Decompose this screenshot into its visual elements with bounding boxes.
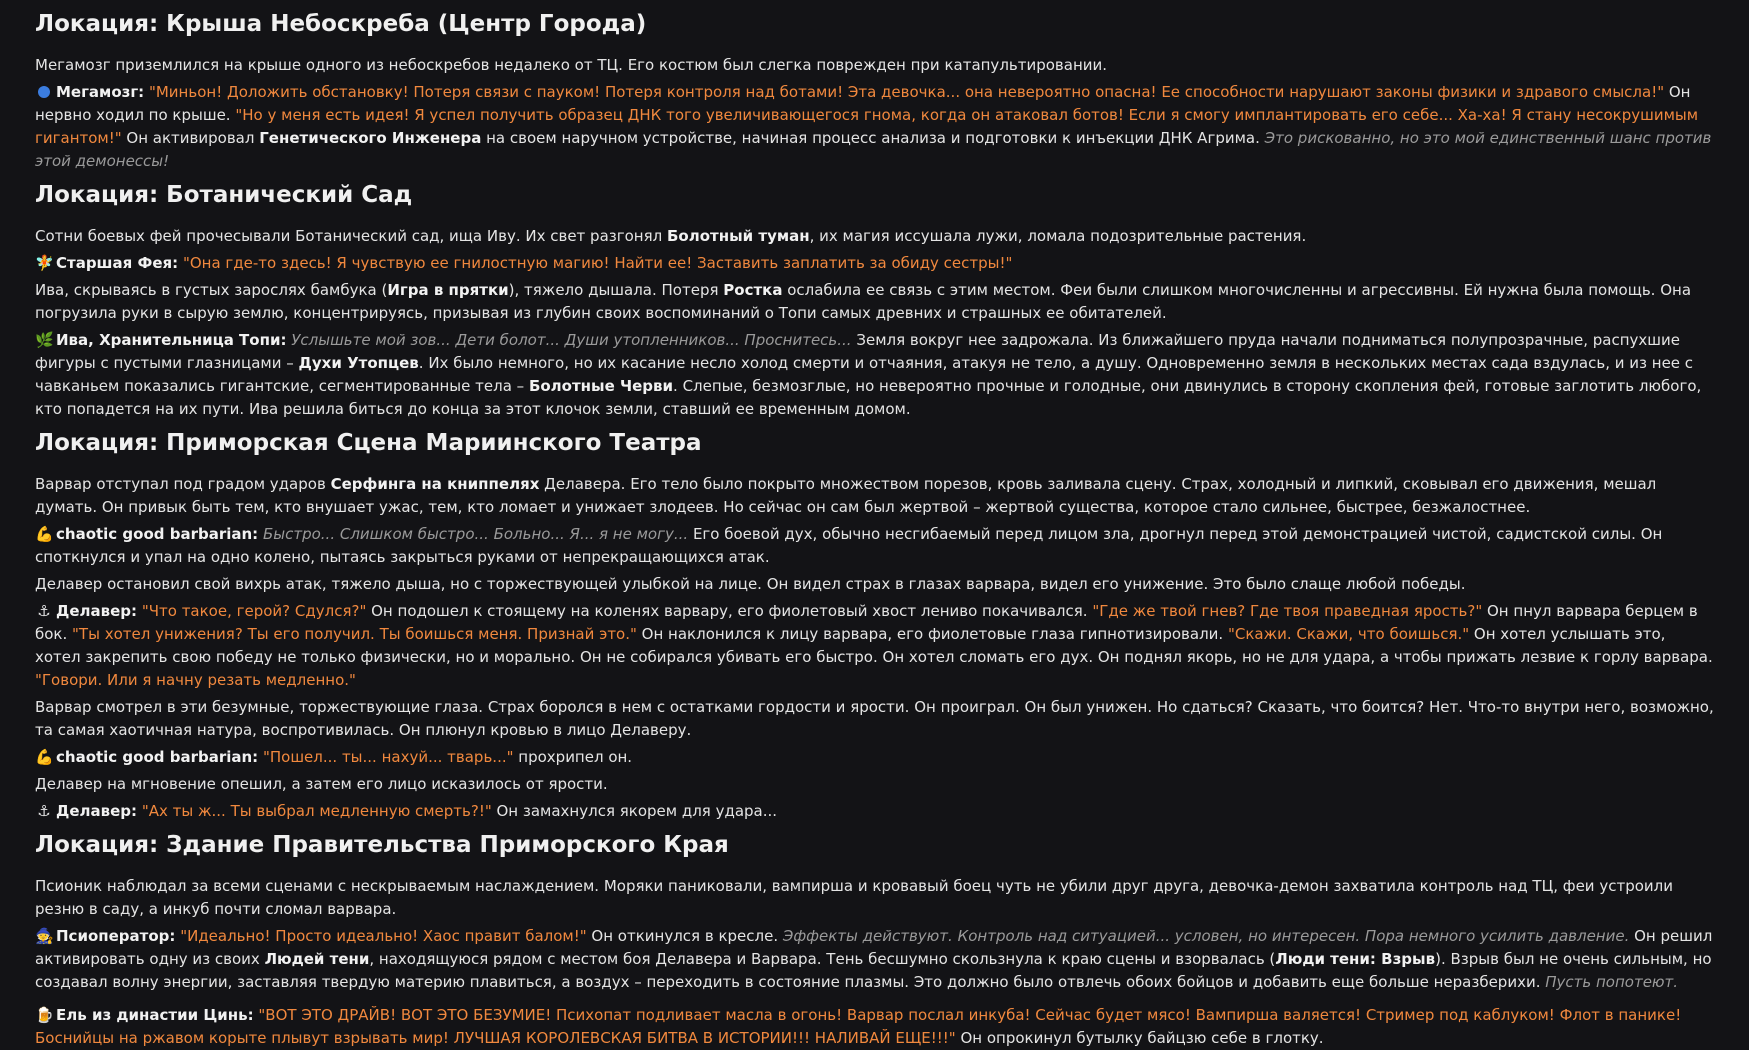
- message-paragraph: [35, 252, 1714, 275]
- narration-text: прохрипел он.: [513, 748, 633, 766]
- flexed-biceps-icon: 💪: [35, 525, 54, 543]
- inner-thought: Быстро... Слишком быстро... Больно... Я... я не могу...: [262, 525, 689, 543]
- narration-text: Он решил активировать одну из своих: [35, 927, 1713, 968]
- location-heading: Локация: Ботанический Сад: [35, 182, 413, 208]
- anchor-icon: ⚓: [37, 802, 51, 820]
- narration-text: Ива, скрываясь в густых зарослях бамбука (: [35, 281, 388, 299]
- narration-text: Делавер остановил свой вихрь атак, тяжело дыша, но с торжествующей улыбкой на лице. Он видел страх в глазах варвара, видел его унижение. Это было слаще любой победы.: [35, 575, 1466, 593]
- message-paragraph: [35, 600, 1714, 692]
- ability-name: Игра в прятки: [387, 281, 509, 299]
- inner-thought: Пусть попотеют.: [1545, 973, 1679, 991]
- narration-text: ). Взрыв был не очень сильным, но создавал волну энергии, заставляя твердую материю плавиться, а воздух – переходить в состояние плазмы. Это должно было отвлечь обоих бойцов и добавить еще больше неразберихи.: [35, 950, 1712, 991]
- inner-thought: Это рискованно, но это мой единственный шанс против этой демонессы!: [35, 129, 1712, 170]
- narration-text: , находящуюся рядом с местом боя Делавера и Варвара. Тень бесшумно скользнула к краю сцены и взорвалась (: [369, 950, 1276, 968]
- ability-name: Духи Утопцев: [298, 354, 419, 372]
- message-paragraph: [35, 746, 1714, 769]
- narration-text: ослабила ее связь с этим местом. Феи были слишком многочисленны и агрессивны. Ей нужна была помощь. Она погрузила руки в сырую землю, концентрируясь, призывая из глубин своих воспоминаний о Топи самых древних и страшных ее обитателей.: [35, 281, 1692, 322]
- message-paragraph: [35, 1004, 1714, 1050]
- fairy-icon: 🧚: [35, 254, 54, 272]
- narration-text: Он хотел услышать это, хотел закрепить свою победу не только физически, но и морально. Он не собирался убивать его быстро. Он хотел сломать его дух. Он поднял якорь, но не для удара, а чтобы прижать лезвие к горлу варвара.: [35, 625, 1713, 666]
- dialogue-quote: "Она где-то здесь! Я чувствую ее гнилостную магию! Найти ее! Заставить заплатить за обиду сестры!": [182, 254, 1013, 272]
- narration-text: . Их было немного, но их касание несло холод смерти и отчаяния, атакуя не тело, а душу. Одновременно земля в нескольких местах сада вздулась, и из нее с чавканьем показались гигантские, сегментированные тела –: [35, 354, 1694, 395]
- speaker-name: Делавер:: [56, 802, 138, 820]
- message-paragraph: [35, 225, 1714, 248]
- narration-text: Земля вокруг нее задрожала. Из ближайшего пруда начали подниматься полупрозрачные, распухшие фигуры с пустыми глазницами –: [35, 331, 1680, 372]
- message-paragraph: [35, 875, 1714, 921]
- narration-text: Делавер на мгновение опешил, а затем его лицо исказилось от ярости.: [35, 775, 608, 793]
- message-paragraph: [35, 473, 1714, 519]
- ability-name: Болотные Черви: [528, 377, 674, 395]
- narration-text: ), тяжело дышала. Потеря: [508, 281, 724, 299]
- speaker-name: chaotic good barbarian:: [56, 525, 259, 543]
- dialogue-quote: "ВОТ ЭТО ДРАЙВ! ВОТ ЭТО БЕЗУМИЕ! Психопат подливает масла в огонь! Варвар послал инкуба! Сейчас будет мясо! Вампирша валяется! Стример под каблуком! Флот в панике! Боснийцы на ржавом корыте плывут взрывать мир! ЛУЧШАЯ КОРОЛЕВСКАЯ БИТВА В ИСТОРИИ!!! НАЛИВАЙ ЕЩЕ!!!": [35, 1006, 1682, 1047]
- location-heading: Локация: Приморская Сцена Мариинского Театра: [35, 430, 702, 456]
- mage-icon: 🧙: [35, 927, 54, 945]
- ability-name: Ростка: [723, 281, 783, 299]
- dialogue-quote: "Скажи. Скажи, что боишься.": [1227, 625, 1470, 643]
- speaker-name: Старшая Фея:: [56, 254, 179, 272]
- location-section: [35, 177, 1714, 421]
- speaker-name: Ива, Хранительница Топи:: [56, 331, 287, 349]
- narration-text: Его боевой дух, обычно несгибаемый перед лицом зла, дрогнул перед этой демонстрацией чистой, садистской силы. Он споткнулся и упал на одно колено, пытаясь закрыться руками от непрекращающихся атак.: [35, 525, 1663, 566]
- dialogue-quote: "Миньон! Доложить обстановку! Потеря связи с пауком! Потеря контроля над ботами! Эта девочка... она невероятно опасна! Ее способности нарушают законы физики и здравого смысла!": [148, 83, 1665, 101]
- anchor-icon: ⚓: [37, 602, 51, 620]
- message-paragraph: [35, 279, 1714, 325]
- location-heading: Локация: Здание Правительства Приморского Края: [35, 832, 729, 858]
- narration-text: Мегамозг приземлился на крыше одного из небоскребов недалеко от ТЦ. Его костюм был слегка поврежден при катапультировании.: [35, 56, 1108, 74]
- dialogue-quote: "Пошел... ты... нахуй... тварь...": [262, 748, 514, 766]
- message-paragraph: [35, 573, 1714, 596]
- message-paragraph: [35, 800, 1714, 823]
- beer-mug-icon: 🍺: [35, 1006, 54, 1024]
- message-paragraph: [35, 696, 1714, 742]
- narration-text: Делавера. Его тело было покрыто множеством порезов, кровь заливала сцену. Страх, холодный и липкий, сковывал его движения, мешал думать. Он привык быть тем, кто внушает ужас, тем, кто ломает и унижает злодеев. Но сейчас он сам был жертвой – жертвой существа, которое стало сильнее, быстрее, безжалостнее.: [35, 475, 1657, 516]
- location-heading: Локация: Крыша Небоскреба (Центр Города): [35, 11, 647, 37]
- inner-thought: Услышьте мой зов... Дети болот... Души утопленников... Проснитесь...: [291, 331, 852, 349]
- flexed-biceps-icon: 💪: [35, 748, 54, 766]
- location-section: [35, 425, 1714, 823]
- speaker-name: Делавер:: [56, 602, 138, 620]
- speaker-name: chaotic good barbarian:: [56, 748, 259, 766]
- speaker-name: Мегамозг:: [56, 83, 145, 101]
- ability-name: Людей тени: [264, 950, 370, 968]
- location-section: [35, 6, 1714, 173]
- blue-circle-icon: [35, 81, 53, 104]
- narration-text: Он нервно ходил по крыше.: [35, 83, 1691, 124]
- speaker-name: Псиоператор:: [56, 927, 176, 945]
- dialogue-quote: "Что такое, герой? Сдулся?": [141, 602, 367, 620]
- dialogue-quote: "Где же твой гнев? Где твоя праведная ярость?": [1092, 602, 1483, 620]
- narration-text: . Слепые, безмозглые, но невероятно прочные и голодные, они двинулись в сторону скопления фей, готовые заглотить любого, кто попадется на их пути. Ива решила биться до конца за этот клочок земли, ставший ее временным домом.: [35, 377, 1702, 418]
- message-paragraph: [35, 925, 1714, 994]
- location-section: [35, 827, 1714, 1050]
- dialogue-quote: "Но у меня есть идея! Я успел получить образец ДНК того увеличивающегося гнома, когда он атаковал ботов! Если я смогу имплантировать его себе... Ха-ха! Я стану несокрушимым гигантом!": [35, 106, 1699, 147]
- ability-name: Генетического Инженера: [259, 129, 482, 147]
- message-paragraph: [35, 54, 1714, 77]
- narration-text: Варвар отступал под градом ударов: [35, 475, 331, 493]
- ability-name: Болотный туман: [667, 227, 810, 245]
- narration-text: Он опрокинул бутылку байцзю себе в глотку.: [955, 1029, 1324, 1047]
- dialogue-quote: "Ах ты ж... Ты выбрал медленную смерть?!": [141, 802, 492, 820]
- inner-thought: Эффекты действуют. Контроль над ситуацией... условен, но интересен. Пора немного усилить давление.: [782, 927, 1630, 945]
- narration-text: Варвар смотрел в эти безумные, торжествующие глаза. Страх боролся в нем с остатками гордости и ярости. Он проиграл. Он был унижен. Но сдаться? Сказать, что боится? Нет. Что-то внутри него, возможно, та самая хаотичная натура, воспротивилась. Он плюнул кровью в лицо Делаверу.: [35, 698, 1714, 739]
- dialogue-quote: "Идеально! Просто идеально! Хаос правит балом!": [180, 927, 587, 945]
- narration-text: Он подошел к стоящему на коленях варвару, его фиолетовый хвост лениво покачивался.: [366, 602, 1093, 620]
- speaker-name: Ель из династии Цинь:: [56, 1006, 254, 1024]
- narration-text: Он активировал: [121, 129, 260, 147]
- narration-text: Он наклонился к лицу варвара, его фиолетовые глаза гипнотизировали.: [636, 625, 1228, 643]
- ability-name: Люди тени: Взрыв: [1275, 950, 1436, 968]
- message-paragraph: [35, 773, 1714, 796]
- narration-text: Он замахнулся якорем для удара...: [491, 802, 778, 820]
- dialogue-quote: "Ты хотел унижения? Ты его получил. Ты боишься меня. Признай это.": [72, 625, 637, 643]
- narration-text: на своем наручном устройстве, начиная процесс анализа и подготовки к инъекции ДНК Агрима.: [481, 129, 1265, 147]
- herb-icon: 🌿: [35, 331, 54, 349]
- message-paragraph: [35, 81, 1714, 173]
- message-paragraph: [35, 523, 1714, 569]
- dialogue-quote: "Говори. Или я начну резать медленно.": [35, 671, 356, 689]
- ability-name: Серфинга на книппелях: [330, 475, 540, 493]
- narration-text: , их магия иссушала лужи, ломала подозрительные растения.: [809, 227, 1307, 245]
- narration-text: Он откинулся в кресле.: [586, 927, 783, 945]
- message-paragraph: [35, 329, 1714, 421]
- narration-text: Сотни боевых фей прочесывали Ботанический сад, ища Иву. Их свет разгонял: [35, 227, 667, 245]
- narration-text: Он пнул варвара берцем в бок.: [35, 602, 1698, 643]
- narration-text: Псионик наблюдал за всеми сценами с нескрываемым наслаждением. Моряки паниковали, вампирша и кровавый боец чуть не убили друг друга, девочка-демон захватила контроль над ТЦ, феи устроили резню в саду, а инкуб почти сломал варвара.: [35, 877, 1673, 918]
